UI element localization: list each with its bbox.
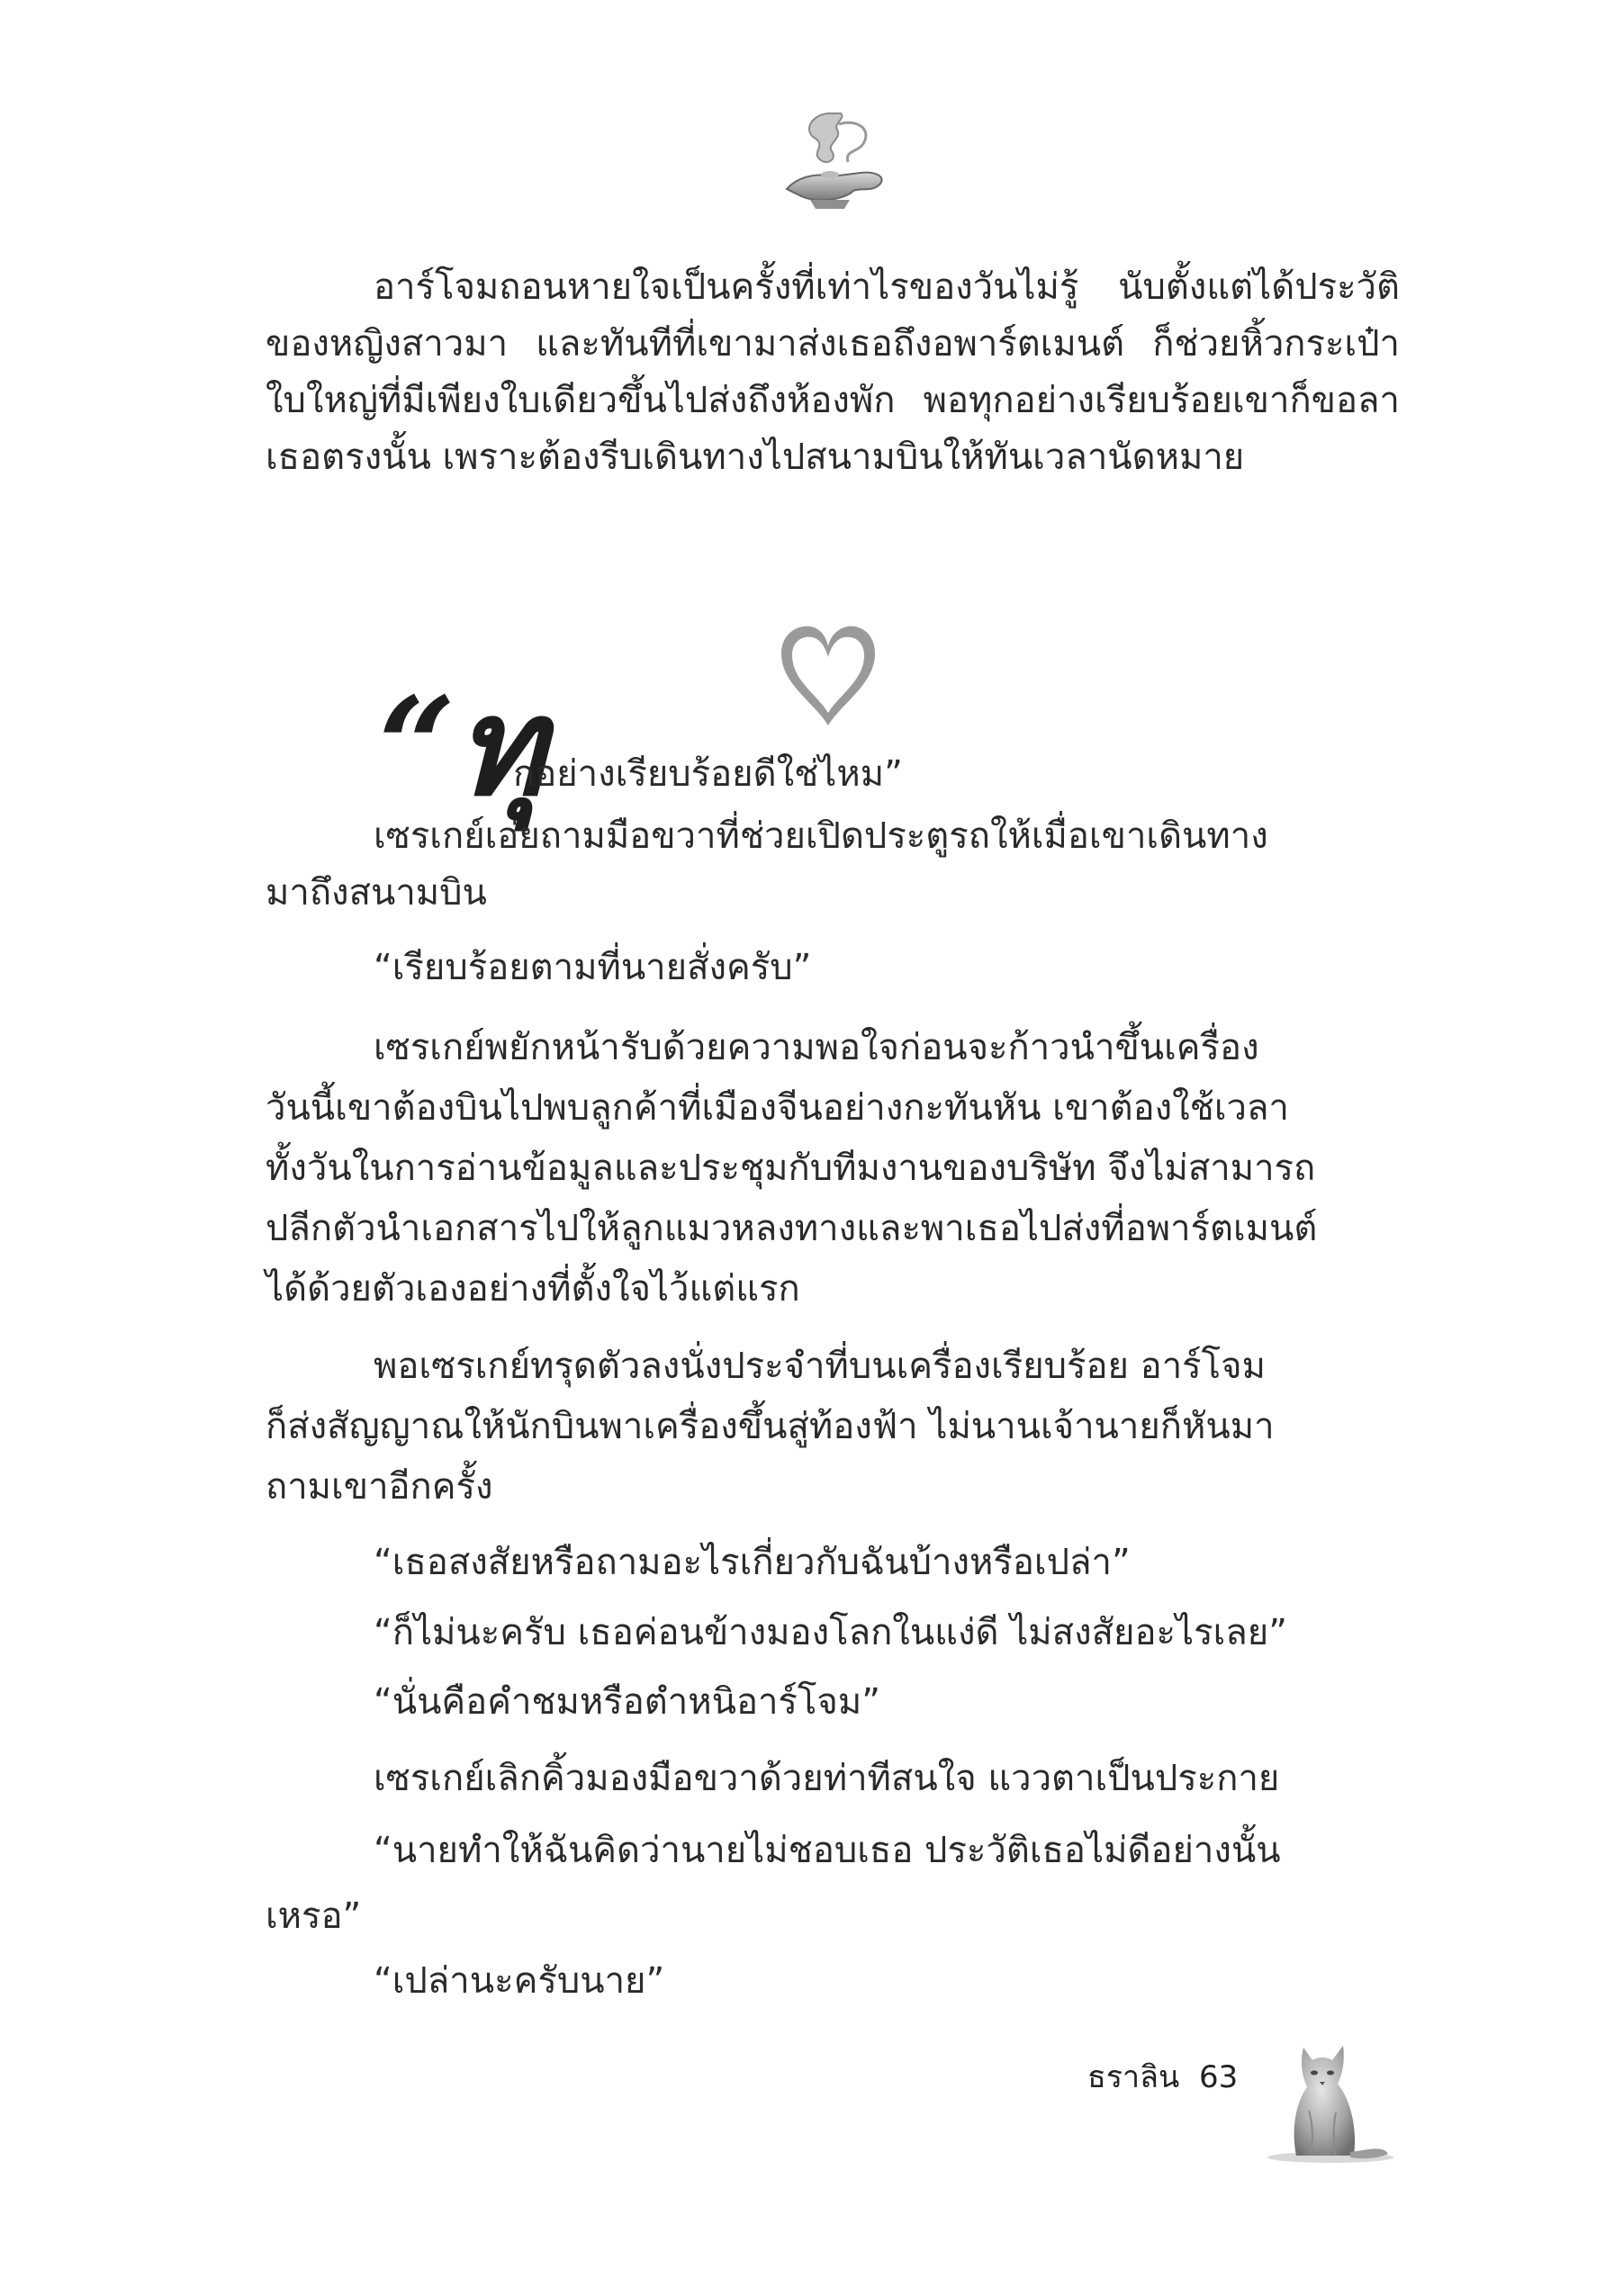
text-line: ก็ส่งสัญญาณให้นักบินพาเครื่องขึ้นสู่ท้องฟ้า ไม่นานเจ้านายก็หันมา: [266, 1406, 1275, 1447]
text-line: เซรเกย์พยักหน้ารับด้วยความพอใจก่อนจะก้าวนำขึ้นเครื่อง: [374, 1027, 1259, 1068]
text-line: พอเซรเกย์ทรุดตัวลงนั่งประจำที่บนเครื่องเรียบร้อย อาร์โจม: [374, 1346, 1266, 1387]
text-line: ได้ด้วยตัวเองอย่างที่ตั้งใจไว้แต่แรก: [266, 1268, 800, 1310]
drop-cap: “ทุ: [378, 668, 546, 826]
text-line: เซรเกย์เลิกคิ้วมองมือขวาด้วยท่าทีสนใจ แววตาเป็นประกาย: [374, 1758, 1280, 1799]
text-line: “เรียบร้อยตามที่นายสั่งครับ”: [374, 947, 812, 988]
text-line: ปลีกตัวนำเอกสารไปให้ลูกแมวหลงทางและพาเธอไปส่งที่อพาร์ตเมนต์: [266, 1208, 1318, 1249]
text-line: “เธอสงสัยหรือถามอะไรเกี่ยวกับฉันบ้างหรือเปล่า”: [374, 1542, 1131, 1583]
text-line: วันนี้เขาต้องบินไปพบลูกค้าที่เมืองจีนอย่างกะทันหัน เขาต้องใช้เวลา: [266, 1087, 1289, 1129]
text-line: เซรเกย์เอ่ยถามมือขวาที่ช่วยเปิดประตูรถให้เมื่อเขาเดินทาง: [374, 815, 1268, 857]
cat-icon: [1260, 2030, 1395, 2165]
text-line: กอย่างเรียบร้อยดีใช่ไหม”: [513, 753, 903, 795]
footer-author: ธราลิน: [1087, 2059, 1180, 2095]
text-line: “นั่นคือคำชมหรือตำหนิอาร์โจม”: [374, 1681, 880, 1723]
heart-divider-icon: [774, 619, 882, 729]
page-number: 63: [1199, 2059, 1239, 2095]
text-line: “เปล่านะครับนาย”: [374, 1960, 665, 2002]
text-line: เหรอ”: [266, 1895, 362, 1937]
text-line: “ก็ไม่นะครับ เธอค่อนข้างมองโลกในแง่ดี ไม่สงสัยอะไรเลย”: [374, 1612, 1287, 1653]
text-line: ถามเขาอีกครั้ง: [266, 1466, 493, 1508]
genie-lamp-icon: [774, 106, 891, 214]
text-line: มาถึงสนามบิน: [266, 872, 487, 914]
text-line: “นายทำให้ฉันคิดว่านายไม่ชอบเธอ ประวัติเธอไม่ดีอย่างนั้น: [374, 1830, 1281, 1871]
text-line: ทั้งวันในการอ่านข้อมูลและประชุมกับทีมงานของบริษัท จึงไม่สามารถ: [266, 1148, 1316, 1189]
paragraph-intro: อาร์โจมถอนหายใจเป็นครั้งที่เท่าไรของวันไม่รู้ นับตั้งแต่ได้ประวัติของหญิงสาวมา และทันทีที่เขามาส่งเธอถึงอพาร์ตเมนต์ ก็ช่วยหิ้วกระเป๋าใบใหญ่ที่มีเพียงใบเดียวขึ้นไปส่งถึงห้องพัก พอทุกอย่างเรียบร้อยเขาก็ขอลาเธอตรงนั้น เพราะต้องรีบเดินทางไปสนามบินให้ทันเวลานัดหมาย: [266, 266, 1400, 478]
